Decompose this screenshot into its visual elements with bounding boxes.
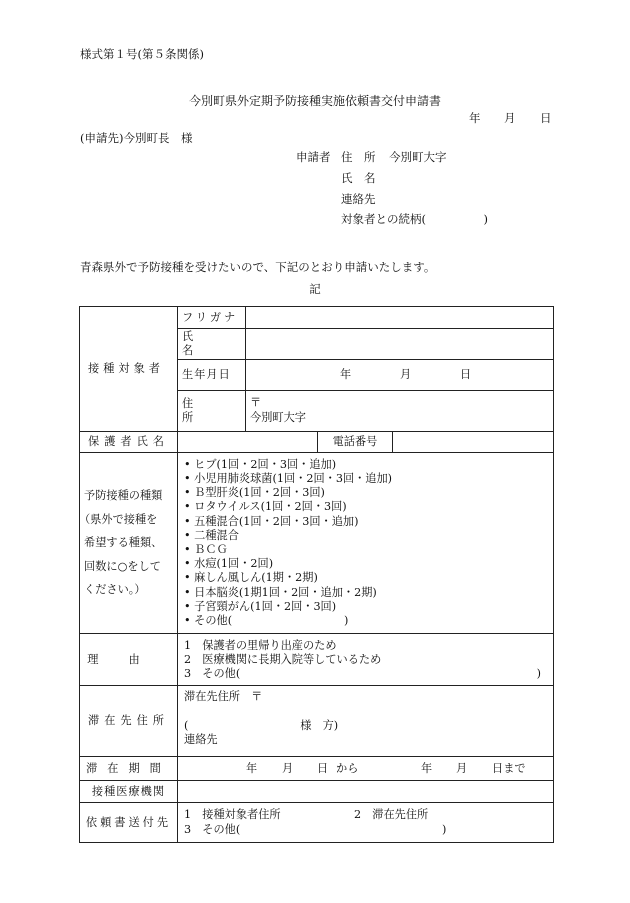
reason-label: 理由 — [87, 652, 170, 666]
clinic-label: 接種医療機関 — [91, 784, 166, 798]
subject-label — [84, 362, 173, 376]
period-month-2: 月 — [456, 761, 468, 775]
period-year-1: 年 — [246, 761, 258, 775]
send-option-2[interactable]: 2 滞在先住所 — [354, 807, 429, 821]
send-to-label-cell — [80, 803, 178, 843]
clinic-input[interactable] — [178, 781, 554, 803]
subject-address-label: 住所 — [182, 397, 224, 424]
vaccine-option-mr[interactable]: • 麻しん風しん(1期・2期) — [184, 571, 318, 585]
birth-label: 生年月日 — [182, 368, 231, 381]
vaccine-option-five-combined[interactable]: • 五種混合(1回・2回・3回・追加) — [184, 514, 359, 528]
subject-address-label-cell — [178, 391, 246, 432]
vaccine-option-hib[interactable]: • ヒブ(1回・2回・3回・追加) — [184, 457, 337, 471]
birth-label-cell — [178, 360, 246, 391]
guardian-label-cell — [80, 432, 178, 453]
vaccine-option-other[interactable]: • その他( ) — [184, 614, 349, 628]
period-year-2: 年 — [421, 761, 433, 775]
stay-contact: 連絡先 — [184, 733, 218, 746]
form-number: 様式第１号(第５条関係) — [80, 47, 204, 61]
send-option-3[interactable]: 3 その他( — [184, 822, 241, 836]
subject-name-input[interactable] — [246, 329, 554, 360]
application-statement: 青森県外で予防接種を受けたいので、下記のとおり申請いたします。 — [80, 260, 436, 274]
vaccine-option-hepatitis-b[interactable]: • Ｂ型肝炎(1回・2回・3回) — [184, 486, 325, 500]
period-label-cell — [80, 757, 178, 781]
applicant-header: 申請者 — [296, 150, 331, 164]
furigana-input[interactable] — [246, 307, 554, 329]
vaccine-label-cell — [80, 453, 178, 634]
stay-address-care-of: ( 様 方) — [184, 719, 339, 732]
vaccine-option-rotavirus[interactable]: • ロタウイルス(1回・2回・3回) — [184, 500, 347, 514]
stay-address-line: 滞在先住所 〒 — [184, 690, 263, 703]
reason-option-2[interactable]: 2 医療機関に長期入院等しているため — [184, 652, 382, 666]
reason-option-1[interactable]: 1 保護者の里帰り出産のため — [184, 638, 337, 652]
phone-label-cell — [318, 432, 393, 453]
subject-name-label-cell — [178, 329, 246, 360]
period-from: から — [336, 761, 359, 775]
vaccine-label-4: 回数に○をして — [84, 559, 161, 573]
reason-label-cell — [80, 634, 178, 686]
vaccine-label-3: 希望する種類、 — [84, 536, 163, 550]
vaccine-option-varicella[interactable]: • 水痘(1回・2回) — [184, 557, 274, 571]
subject-label-text: 接種対象者 — [88, 362, 164, 375]
birth-year: 年 — [340, 368, 352, 381]
ki-heading: 記 — [309, 282, 321, 296]
send-option-3-close: ) — [442, 822, 447, 836]
date-year: 年 — [469, 111, 481, 125]
vaccine-option-hpv[interactable]: • 子宮頸がん(1回・2回・3回) — [184, 599, 337, 613]
phone-label: 電話番号 — [332, 435, 378, 448]
phone-input[interactable] — [393, 432, 554, 453]
send-to-cell — [178, 803, 554, 843]
period-day-1: 日 — [317, 761, 329, 775]
birth-month: 月 — [400, 368, 412, 381]
period-day-2: 日まで — [492, 761, 526, 775]
date-month: 月 — [504, 111, 516, 125]
reason-options-cell — [178, 634, 554, 686]
subject-name-label: 氏名 — [182, 330, 224, 357]
birth-input[interactable] — [246, 360, 554, 391]
guardian-label: 保護者氏名 — [88, 435, 169, 448]
vaccine-label-2: （県外で接種を — [79, 512, 158, 526]
vaccine-label-5: ください。） — [84, 583, 146, 597]
vaccine-option-two-combined[interactable]: • 二種混合 — [184, 528, 239, 542]
reason-option-3-row — [184, 667, 547, 681]
reason-option-3-close: ) — [536, 666, 541, 680]
application-form-table — [79, 306, 554, 843]
period-label: 滞在期間 — [86, 761, 171, 775]
date-day: 日 — [540, 111, 552, 125]
subject-label-cell — [80, 307, 178, 432]
stay-address-label-cell — [80, 686, 178, 757]
postal-mark: 〒 — [250, 396, 262, 410]
document-title: 今別町県外定期予防接種実施依頼書交付申請書 — [188, 94, 441, 108]
stay-address-label: 滞在先住所 — [88, 714, 169, 727]
period-month-1: 月 — [282, 761, 294, 775]
send-option-1[interactable]: 1 接種対象者住所 — [184, 807, 281, 821]
furigana-label: フリガナ — [182, 310, 239, 324]
guardian-name-input[interactable] — [178, 432, 318, 453]
furigana-label-cell — [178, 307, 246, 329]
applicant-name-label: 氏 名 — [341, 171, 376, 185]
application-destination: (申請先)今別町長 様 — [80, 131, 193, 145]
vaccine-option-bcg[interactable]: • ＢＣＧ — [184, 543, 228, 556]
vaccine-label-1: 予防接種の種類 — [84, 489, 163, 503]
vaccine-option-pneumococcal[interactable]: • 小児用肺炎球菌(1回・2回・3回・追加) — [184, 471, 393, 485]
birth-day: 日 — [460, 368, 472, 381]
applicant-address-value: 今別町大字 — [389, 150, 447, 164]
subject-address-value: 今別町大字 — [250, 411, 306, 424]
applicant-address-label: 住 所 — [341, 150, 376, 164]
stay-address-cell[interactable] — [178, 686, 554, 757]
period-cell[interactable] — [178, 757, 554, 781]
subject-address-input[interactable] — [246, 391, 554, 432]
vaccine-list-cell — [178, 453, 554, 634]
reason-option-3[interactable]: 3 その他( — [184, 666, 241, 680]
applicant-contact-label: 連絡先 — [341, 192, 376, 206]
applicant-relation-label: 対象者との続柄( ) — [341, 212, 488, 226]
vaccine-option-japanese-encephalitis[interactable]: • 日本脳炎(1期1回・2回・追加・2期) — [184, 585, 377, 599]
send-to-label: 依頼書送付先 — [85, 815, 172, 829]
clinic-label-cell — [80, 781, 178, 803]
